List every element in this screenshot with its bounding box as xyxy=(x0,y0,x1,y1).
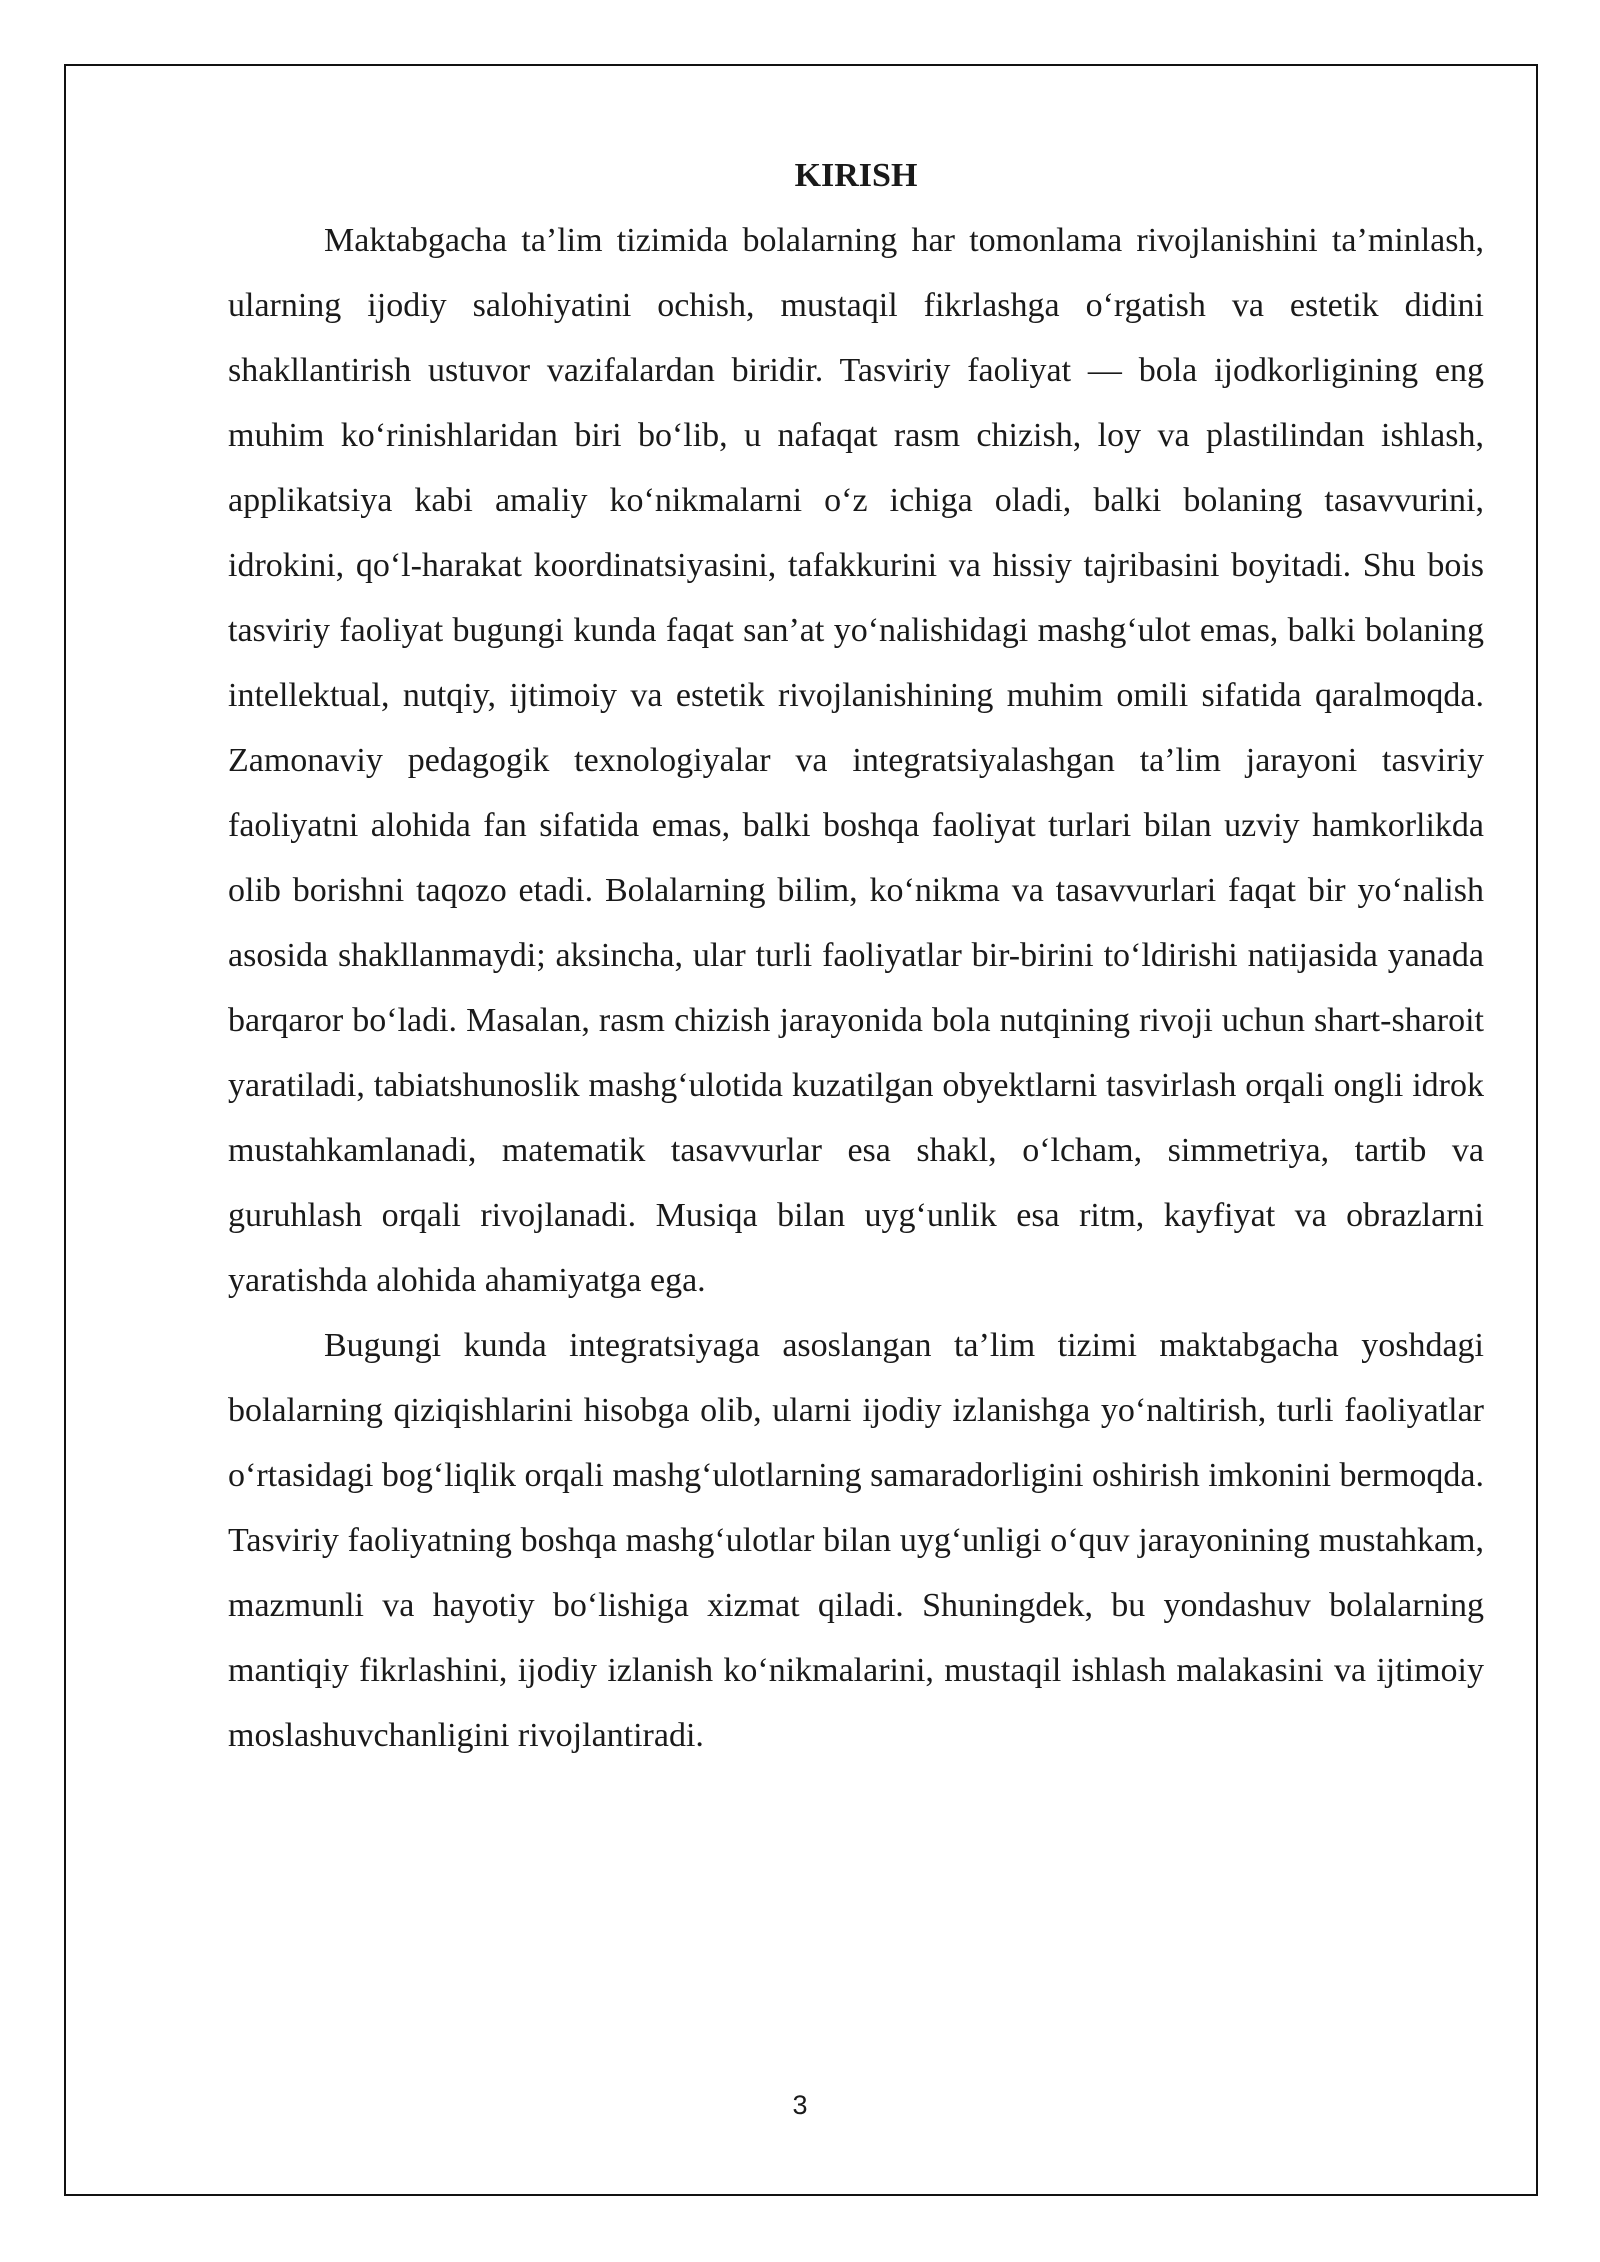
page-number: 3 xyxy=(792,2090,808,2120)
document-body xyxy=(228,148,1484,1768)
paragraph-2: Bugungi kunda integratsiyaga asoslangan ta’lim tizimi maktabgacha yoshdagi bolalarning qiziqishlarini hisobga olib, ularni ijodiy izlanishga yo‘naltirish, turli faoliyatlar o‘rtasidagi bog‘liqlik orqali mashg‘ulotlarning samaradorligini oshirish imkonini bermoqda. Tasviriy faoliyatning boshqa mashg‘ulotlar bilan uyg‘unligi o‘quv jarayonining mustahkam, mazmunli va hayotiy bo‘lishiga xizmat qiladi. Shuningdek, bu yondashuv bolalarning mantiqiy fikrlashini, ijodiy izlanish ko‘nikmalarini, mustaqil ishlash malakasini va ijtimoiy moslashuvchanligini rivojlantiradi. xyxy=(228,1327,1484,1754)
section-title: KIRISH xyxy=(794,157,918,194)
paragraph-1: Maktabgacha ta’lim tizimida bolalarning har tomonlama rivojlanishini ta’minlash, ularning ijodiy salohiyatini ochish, mustaqil fikrlashga o‘rgatish va estetik didini shakllantirish ustuvor vazifalardan biridir. Tasviriy faoliyat — bola ijodkorligining eng muhim ko‘rinishlaridan biri bo‘lib, u nafaqat rasm chizish, loy va plastilindan ishlash, applikatsiya kabi amaliy ko‘nikmalarni o‘z ichiga oladi, balki bolaning tasavvurini, idrokini, qo‘l-harakat koordinatsiyasini, tafakkurini va hissiy tajribasini boyitadi. Shu bois tasviriy faoliyat bugungi kunda faqat san’at yo‘nalishidagi mashg‘ulot emas, balki bolaning intellektual, nutqiy, ijtimoiy va estetik rivojlanishining muhim omili sifatida qaralmoqda. Zamonaviy pedagogik texnologiyalar va integratsiyalashgan ta’lim jarayoni tasviriy faoliyatni alohida fan sifatida emas, balki boshqa faoliyat turlari bilan uzviy hamkorlikda olib borishni taqozo etadi. Bolalarning bilim, ko‘nikma va tasavvurlari faqat bir yo‘nalish asosida shakllanmaydi; aksincha, ular turli faoliyatlar bir-birini to‘ldirishi natijasida yanada barqaror bo‘ladi. Masalan, rasm chizish jarayonida bola nutqining rivoji uchun shart-sharoit yaratiladi, tabiatshunoslik mashg‘ulotida kuzatilgan obyektlarni tasvirlash orqali ongli idrok mustahkamlanadi, matematik tasavvurlar esa shakl, o‘lcham, simmetriya, tartib va guruhlash orqali rivojlanadi. Musiqa bilan uyg‘unlik esa ritm, kayfiyat va obrazlarni yaratishda alohida ahamiyatga ega. xyxy=(228,222,1484,1299)
